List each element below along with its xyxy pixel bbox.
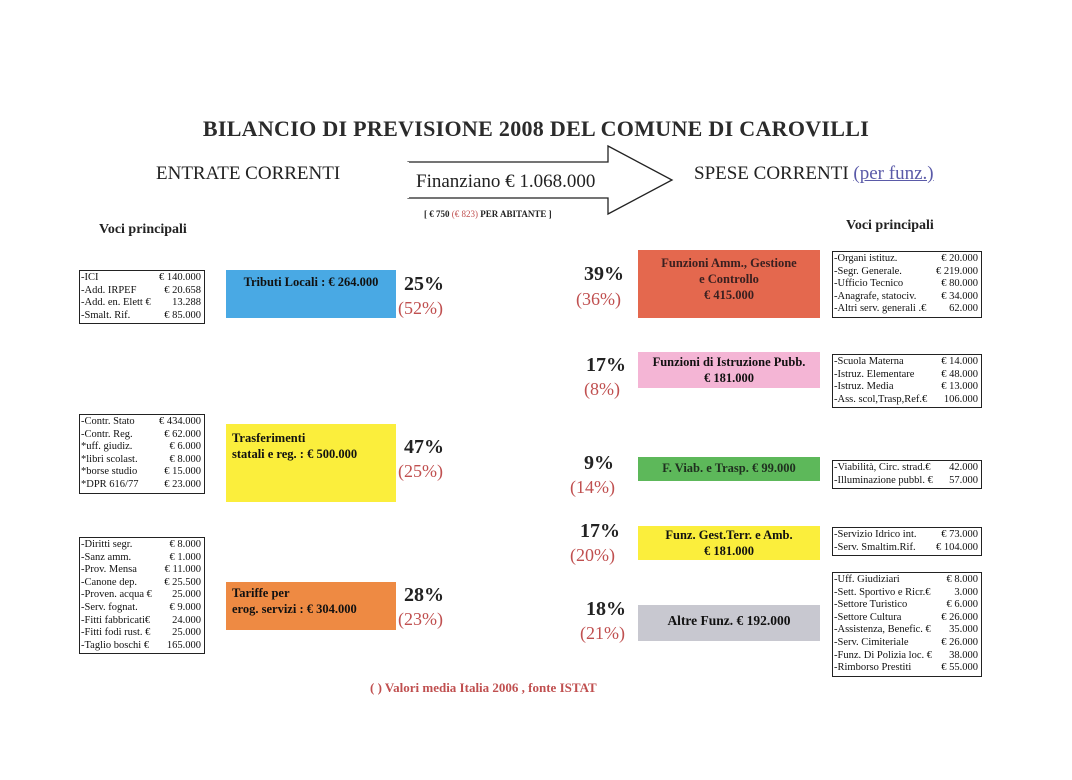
list-item: -ICI € 140.000 [81, 272, 201, 283]
list-item: -Funz. Di Polizia loc. € 38.000 [834, 649, 978, 661]
trasferimenti-label-2: statali e reg. : € 500.000 [232, 447, 358, 461]
per-abitante-value: [ € 750 [424, 209, 450, 219]
tributi-items-list [79, 270, 205, 324]
altre-pct-italy: (21%) [580, 623, 625, 643]
list-item: -Fitti fodi rust. € 25.000 [81, 627, 201, 639]
list-item: -Segr. Generale. € 219.000 [834, 265, 978, 277]
tariffe-pct-italy: (23%) [398, 609, 443, 629]
viabilita-box [638, 457, 820, 481]
tributi-pct-italy: (52%) [398, 298, 443, 318]
per-funz-link[interactable]: (per funz.) [853, 163, 934, 184]
list-item: -Viabilità, Circ. strad.€ 42.000 [834, 462, 978, 473]
list-item: -Prov. Mensa € 11.000 [81, 564, 201, 576]
list-item: -Assistenza, Benefic. € 35.000 [834, 624, 978, 636]
trasferimenti-pct-italy: (25%) [398, 461, 443, 481]
list-item: -Add. IRPEF € 20.658 [81, 284, 201, 296]
list-item: -Organi istituz. € 20.000 [834, 253, 978, 264]
tributi-label: Tributi Locali : € 264.000 [243, 275, 379, 289]
tributi-pct: 25% [404, 273, 444, 295]
spese-heading-text: SPESE CORRENTI [694, 163, 849, 184]
istruzione-box [638, 352, 820, 388]
list-item: -Istruz. Media € 13.000 [834, 381, 978, 393]
list-item: -Settore Turistico € 6.000 [834, 599, 978, 611]
list-item: -Serv. fognat. € 9.000 [81, 601, 201, 613]
financing-total: Finanziano € 1.068.000 [416, 171, 596, 192]
amm-pct-italy: (36%) [576, 289, 621, 309]
territorio-pct-italy: (20%) [570, 545, 615, 565]
list-item: -Canone dep. € 25.500 [81, 576, 201, 588]
altre-pct: 18% [586, 598, 626, 620]
list-item: -Settore Cultura € 26.000 [834, 611, 978, 623]
amm-items-list [832, 251, 982, 318]
list-item: -Serv. Smaltim.Rif. € 104.000 [834, 541, 978, 553]
list-item: -Ufficio Tecnico € 80.000 [834, 278, 978, 290]
list-item: -Diritti segr. € 8.000 [81, 539, 201, 550]
tariffe-box [226, 582, 396, 630]
list-item: *borse studio € 15.000 [81, 466, 201, 478]
list-item: -Contr. Reg. € 62.000 [81, 428, 201, 440]
istruzione-pct-italy: (8%) [584, 379, 620, 399]
funzioni-amm-box [638, 250, 820, 318]
list-item: -Ass. scol,Trasp,Ref.€ 106.000 [834, 393, 978, 405]
amm-label-2: e Controllo [699, 272, 759, 286]
altre-items-list [832, 572, 982, 677]
list-item: -Altri serv. generali .€ 62.000 [834, 303, 978, 315]
altre-funz-box [638, 605, 820, 641]
list-item: *DPR 616/77 € 23.000 [81, 478, 201, 490]
tariffe-items-list [79, 537, 205, 654]
territorio-items-list [832, 527, 982, 556]
list-item: -Taglio boschi € 165.000 [81, 639, 201, 651]
list-item: -Istruz. Elementare € 48.000 [834, 368, 978, 380]
trasferimenti-pct: 47% [404, 436, 444, 458]
istruzione-items-list [832, 354, 982, 408]
amm-label-1: Funzioni Amm., Gestione [661, 256, 797, 270]
list-item: -Servizio Idrico int. € 73.000 [834, 529, 978, 540]
list-item: -Fitti fabbricati€ 24.000 [81, 614, 201, 626]
tariffe-label-1: Tariffe per [232, 586, 290, 600]
tariffe-pct: 28% [404, 584, 444, 606]
territorio-label-2: € 181.000 [704, 544, 754, 558]
list-item: -Scuola Materna € 14.000 [834, 356, 978, 367]
per-abitante-label: PER ABITANTE ] [480, 209, 552, 219]
viabilita-pct: 9% [584, 452, 614, 474]
istruzione-label-2: € 181.000 [704, 371, 754, 385]
amm-pct: 39% [584, 263, 624, 285]
list-item: -Proven. acqua € 25.000 [81, 589, 201, 601]
territorio-box [638, 526, 820, 560]
trasferimenti-label-1: Trasferimenti [232, 431, 306, 445]
territorio-label-1: Funz. Gest.Terr. e Amb. [665, 528, 793, 542]
trasferimenti-box [226, 424, 396, 502]
istruzione-label-1: Funzioni di Istruzione Pubb. [652, 355, 806, 369]
list-item: -Illuminazione pubbl. € 57.000 [834, 474, 978, 486]
viabilita-items-list [832, 460, 982, 489]
viabilita-label: F. Viab. e Trasp. € 99.000 [662, 461, 796, 475]
list-item: -Uff. Giudiziari € 8.000 [834, 574, 978, 585]
altre-label: Altre Funz. € 192.000 [667, 613, 791, 628]
list-item: *libri scolast. € 8.000 [81, 453, 201, 465]
list-item: *uff. giudiz. € 6.000 [81, 441, 201, 453]
voci-principali-left: Voci principali [99, 222, 187, 237]
trasferimenti-items-list [79, 414, 205, 494]
list-item: -Serv. Cimiteriale € 26.000 [834, 636, 978, 648]
list-item: -Sanz amm. € 1.000 [81, 551, 201, 563]
list-item: -Sett. Sportivo e Ricr.€ 3.000 [834, 586, 978, 598]
per-abitante-italy: (€ 823) [451, 209, 478, 219]
footnote: ( ) Valori media Italia 2006 , fonte ISTAT [370, 680, 597, 695]
tributi-locali-box [226, 270, 396, 318]
viabilita-pct-italy: (14%) [570, 477, 615, 497]
list-item: -Contr. Stato € 434.000 [81, 416, 201, 427]
voci-principali-right: Voci principali [846, 218, 934, 233]
list-item: -Rimborso Prestiti € 55.000 [834, 662, 978, 674]
territorio-pct: 17% [580, 520, 620, 542]
list-item: -Anagrafe, statociv. € 34.000 [834, 290, 978, 302]
per-abitante [424, 209, 552, 219]
list-item: -Add. en. Elett € 13.288 [81, 297, 201, 309]
spese-heading [694, 163, 934, 185]
amm-label-3: € 415.000 [704, 288, 754, 302]
list-item: -Smalt. Rif. € 85.000 [81, 309, 201, 321]
tariffe-label-2: erog. servizi : € 304.000 [232, 602, 357, 616]
entrate-heading: ENTRATE CORRENTI [156, 163, 341, 184]
istruzione-pct: 17% [586, 354, 626, 376]
page-title: BILANCIO DI PREVISIONE 2008 DEL COMUNE DI CAROVILLI [202, 116, 870, 141]
